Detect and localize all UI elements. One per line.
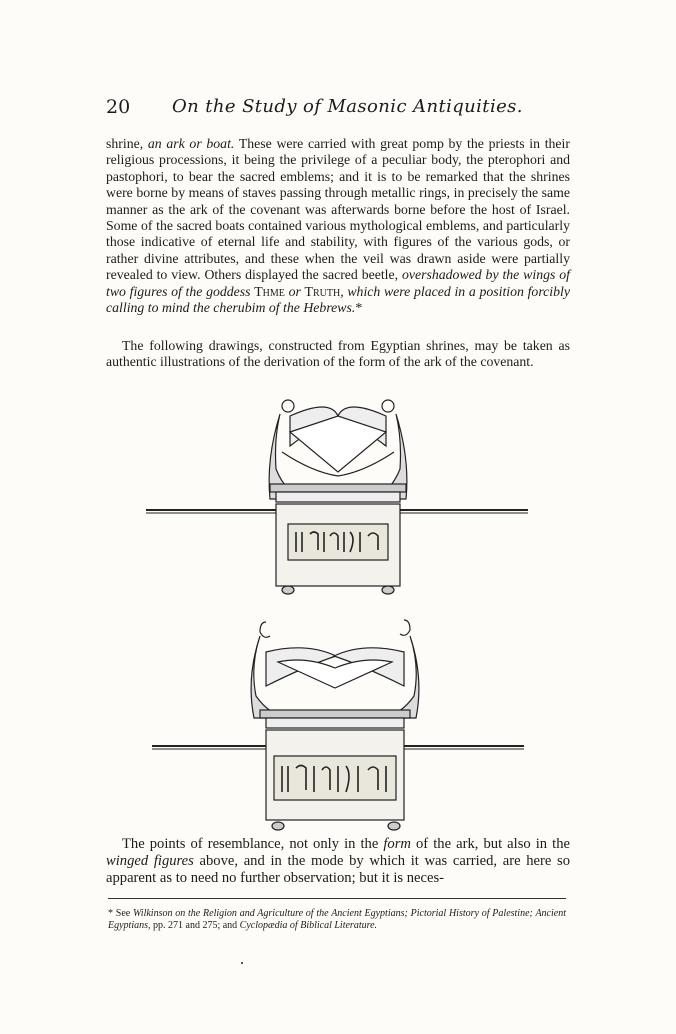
paragraph-shrines: shrine, an ark or boat. These were carried with great pomp by the priests in their religious processions, it being the privilege of a peculiar body, the pterophori and pastophori, to bear the sacred emblems; and it is to be remarked that the shrines were borne by means of staves passing through metallic rings, in precisely the same manner as the ark of the covenant was afterwards borne before the host of Israel. Some of the sacred boats contained various mythological emblems, and particularly those indicative of eternal life and stability, with figures of the various gods, or rather divine attributes, and these when the veil was drawn aside were partially revealed to view. Others displayed the sacred beetle, overshadowed by the wings of two figures of the goddess Thme or Truth, which were placed in a position forcibly calling to mind the cherubim of the Hebrews.*: [106, 136, 570, 316]
running-header: [106, 96, 574, 124]
footnote-mark: *: [355, 300, 363, 316]
shrine-illustration-upper: [140, 392, 536, 598]
paragraph-resemblance: The points of resemblance, not only in the form of the ark, but also in the winged figures above, and in the mode by which it was carried, are here so apparent as to need no further observation; but it is neces-: [106, 836, 570, 886]
paragraph-drawings-intro: The following drawings, constructed from Egyptian shrines, may be taken as authentic illustrations of the derivation of the form of the ark of the covenant.: [106, 338, 570, 370]
shrine-illustration-lower: [146, 606, 536, 836]
running-title: On the Study of Masonic Antiquities.: [172, 96, 523, 117]
footnote: * See Wilkinson on the Religion and Agriculture of the Ancient Egyptians; Pictorial History of Palestine; Ancient Egyptians, pp. 271 and 275; and Cyclopædia of Biblical Literature.: [108, 908, 566, 931]
footnote-divider: [108, 898, 566, 899]
page-speck: [241, 962, 243, 964]
page-number: 20: [106, 96, 131, 118]
